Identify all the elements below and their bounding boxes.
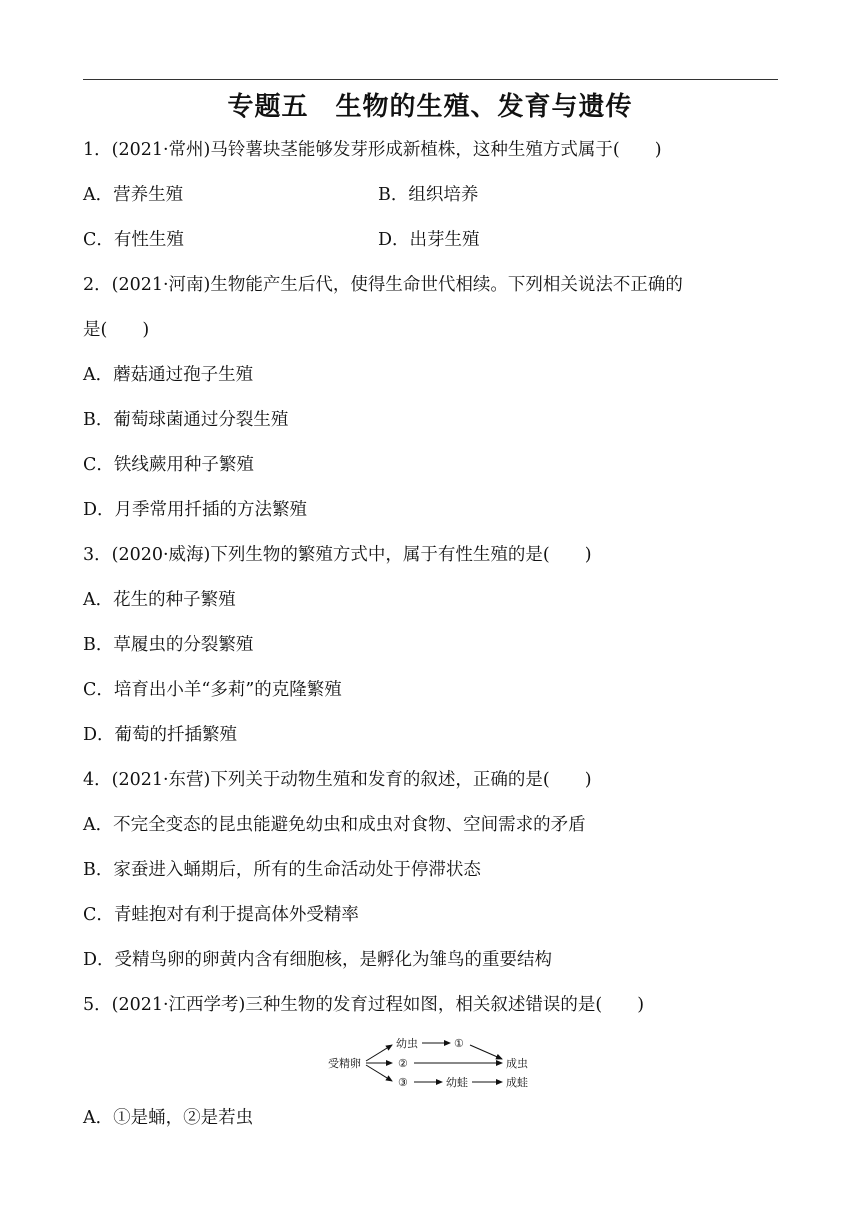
arrow-to-larva: [366, 1045, 392, 1061]
option-a: A．营养生殖: [83, 185, 184, 205]
question-3-option-d: D．葡萄的扦插繁殖: [83, 725, 238, 745]
question-4-option-a: A．不完全变态的昆虫能避免幼虫和成虫对食物、空间需求的矛盾: [83, 815, 586, 835]
question-2-stem-continued: 是( ): [83, 320, 150, 340]
question-2-option-a: A．蘑菇通过孢子生殖: [83, 365, 254, 385]
diagram-label-larva: 幼虫: [396, 1037, 418, 1050]
diagram-label-tadpole: 幼蛙: [446, 1076, 468, 1089]
page-title: 专题五 生物的生殖、发育与遗传: [227, 92, 633, 122]
question-2-option-c: C．铁线蕨用种子繁殖: [83, 455, 254, 475]
question-1-options-row-1: [83, 183, 783, 207]
diagram-label-frog: 成蛙: [506, 1076, 528, 1089]
question-3-option-b: B．草履虫的分裂繁殖: [83, 635, 254, 655]
question-2-stem: 2．(2021·河南)生物能产生后代，使得生命世代相续。下列相关说法不正确的: [83, 275, 683, 295]
question-2-option-b: B．葡萄球菌通过分裂生殖: [83, 410, 289, 430]
question-2-option-d: D．月季常用扦插的方法繁殖: [83, 500, 308, 520]
option-b: B．组织培养: [378, 185, 479, 205]
diagram-label-start: 受精卵: [328, 1057, 361, 1070]
question-4-option-c: C．青蛙抱对有利于提高体外受精率: [83, 905, 359, 925]
option-d: D．出芽生殖: [378, 230, 480, 250]
option-c: C．有性生殖: [83, 230, 184, 250]
question-4-option-d: D．受精鸟卵的卵黄内含有细胞核，是孵化为雏鸟的重要结构: [83, 950, 553, 970]
question-5-option-a: A．①是蛹，②是若虫: [83, 1108, 254, 1128]
header-rule: [83, 79, 778, 80]
question-4-option-b: B．家蚕进入蛹期后，所有的生命活动处于停滞状态: [83, 860, 481, 880]
question-3-option-a: A．花生的种子繁殖: [83, 590, 236, 610]
question-3-option-c: C．培育出小羊“多莉”的克隆繁殖: [83, 680, 342, 700]
question-1-stem: 1．(2021·常州)马铃薯块茎能够发芽形成新植株，这种生殖方式属于( ): [83, 140, 662, 160]
diagram-label-circle1: ①: [454, 1037, 464, 1050]
diagram-label-adult: 成虫: [506, 1057, 528, 1070]
diagram-label-circle2: ②: [398, 1057, 408, 1070]
arrow-to-circle3: [366, 1065, 392, 1081]
diagram-label-circle3: ③: [398, 1076, 408, 1089]
question-1-options-row-2: [83, 228, 783, 252]
arrow-circle1-to-adult: [470, 1045, 502, 1059]
question-3-stem: 3．(2020·威海)下列生物的繁殖方式中，属于有性生殖的是( ): [83, 545, 592, 565]
question-5-stem: 5．(2021·江西学考)三种生物的发育过程如图，相关叙述错误的是( ): [83, 995, 645, 1015]
development-diagram: [326, 1032, 536, 1094]
question-4-stem: 4．(2021·东营)下列关于动物生殖和发育的叙述，正确的是( ): [83, 770, 592, 790]
